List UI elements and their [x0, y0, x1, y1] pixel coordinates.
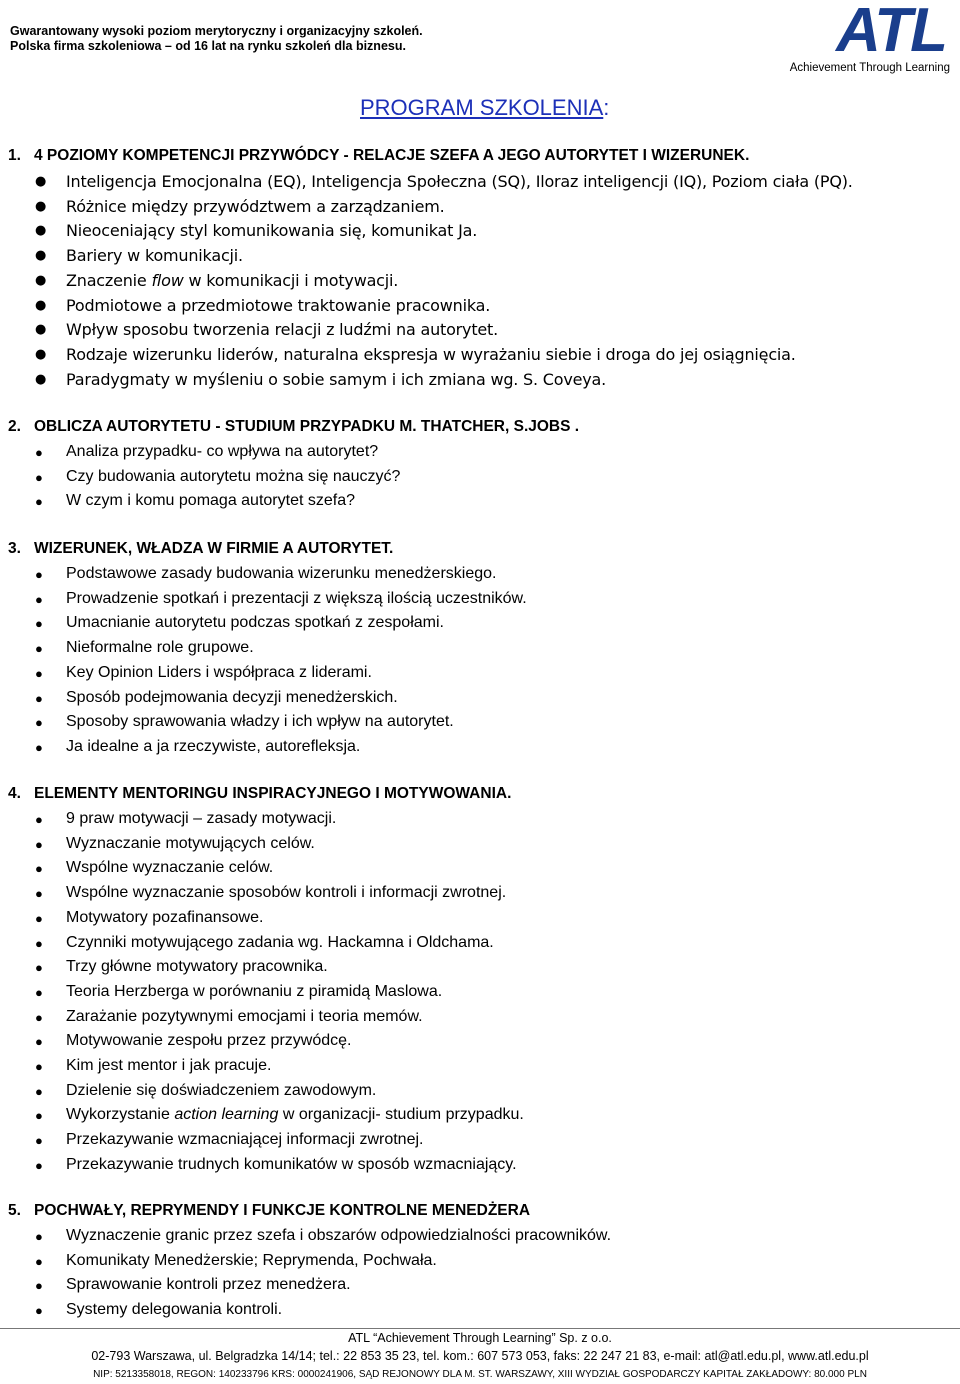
- list-item: [35, 614, 444, 632]
- bullet-icon: ●: [35, 1059, 43, 1074]
- bullet-icon: ●: [35, 715, 43, 731]
- list-item: [35, 1007, 423, 1026]
- footer-address: 02-793 Warszawa, ul. Belgradzka 14/14; tel.: 22 853 35 23, tel. kom.: 607 573 053, faks: 22 247 21 83, e-mail: atl@atl.edu.pl, www.atl.edu.pl: [91, 1349, 869, 1363]
- section-title: 4 POZIOMY KOMPETENCJI PRZYWÓDCY - RELACJE SZEFA A JEGO AUTORYTET I WIZERUNEK.: [34, 147, 750, 164]
- list-item: [35, 565, 497, 583]
- list-item: [35, 369, 607, 389]
- list-item-text: Wspólne wyznaczanie sposobów kontroli i informacji zwrotnej.: [66, 884, 507, 902]
- list-item-text: Nieformalne role grupowe.: [66, 639, 254, 657]
- list-item-text: Czy budowania autorytetu można się nauczyć?: [66, 467, 401, 485]
- bullet-icon: ●: [35, 297, 47, 313]
- list-item-text: Różnice między przywództwem a zarządzaniem.: [66, 196, 445, 216]
- list-item-text: Key Opinion Liders i współpraca z liderami.: [66, 663, 372, 681]
- list-item: [35, 737, 361, 756]
- list-item-text: Wpływ sposobu tworzenia relacji z ludźmi na autorytet.: [66, 320, 498, 340]
- list-item: [35, 492, 355, 510]
- list-item: [35, 270, 399, 290]
- bullet-icon: ●: [35, 886, 43, 902]
- bullet-icon: ●: [35, 445, 43, 460]
- list-item-text: Inteligencja Emocjonalna (EQ), Inteligencja Społeczna (SQ), Iloraz inteligencji (IQ), Poziom ciała (PQ).: [66, 172, 853, 191]
- list-item-text: W czym i komu pomaga autorytet szefa?: [66, 492, 355, 510]
- bullet-icon: ●: [35, 1303, 43, 1319]
- bullet-icon: ●: [35, 346, 47, 362]
- bullet-icon: ●: [35, 1157, 43, 1173]
- list-item-text: Przekazywanie trudnych komunikatów w sposób wzmacniający.: [66, 1155, 517, 1173]
- list-item-text: Trzy główne motywatory pracownika.: [66, 958, 328, 976]
- list-item: [35, 958, 328, 976]
- bullet-icon: ●: [35, 223, 47, 239]
- section-number: 5.: [8, 1202, 21, 1219]
- list-item: [35, 1276, 351, 1294]
- list-item: [35, 467, 401, 486]
- bullet-icon: ●: [35, 198, 47, 214]
- section-title: OBLICZA AUTORYTETU - STUDIUM PRZYPADKU M. THATCHER, S.JOBS .: [34, 418, 580, 435]
- list-item: [35, 1057, 272, 1075]
- list-item: [35, 196, 445, 216]
- list-item-text: Dzielenie się doświadczeniem zawodowym.: [66, 1081, 377, 1099]
- list-item: [35, 1106, 524, 1124]
- list-item-text: Motywatory pozafinansowe.: [66, 908, 264, 926]
- list-item: [35, 1227, 612, 1245]
- list-item-text: Rodzaje wizerunku liderów, naturalna ekspresja w wyrażaniu siebie i droga do jej osiągnięcia.: [66, 344, 796, 364]
- logo-mark: ATL: [836, 0, 946, 65]
- list-item: [35, 810, 337, 828]
- bullet-icon: ●: [35, 272, 47, 288]
- bullet-icon: ●: [35, 1083, 43, 1099]
- list-item: [35, 1155, 517, 1174]
- list-item-text: Wyznaczenie granic przez szefa i obszarów odpowiedzialności pracowników.: [66, 1227, 612, 1244]
- list-item: [35, 295, 491, 315]
- bullet-icon: ●: [35, 248, 47, 264]
- list-item: [35, 1131, 424, 1149]
- list-item-text: Paradygmaty w myśleniu o sobie samym i ich zmiana wg. S. Coveya.: [66, 369, 607, 389]
- list-item-text: Sposoby sprawowania władzy i ich wpływ na autorytet.: [66, 713, 454, 731]
- bullet-icon: ●: [35, 1009, 43, 1025]
- header-tagline-2: Polska firma szkoleniowa – od 16 lat na rynku szkoleń dla biznesu.: [10, 39, 406, 53]
- bullet-icon: ●: [35, 739, 43, 755]
- list-item-text: 9 praw motywacji – zasady motywacji.: [66, 810, 337, 827]
- bullet-icon: ●: [35, 1278, 43, 1294]
- header-tagline-1: Gwarantowany wysoki poziom merytoryczny i organizacyjny szkoleń.: [10, 24, 423, 38]
- list-item: [35, 589, 527, 608]
- section-number: 3.: [8, 540, 21, 557]
- logo-subtitle: Achievement Through Learning: [789, 62, 950, 74]
- section-number: 2.: [8, 418, 21, 435]
- list-item-text: Podmiotowe a przedmiotowe traktowanie pracownika.: [66, 295, 491, 315]
- list-item-text: Zarażanie pozytywnymi emocjami i teoria memów.: [66, 1007, 423, 1025]
- list-item: [35, 1251, 437, 1270]
- list-item-text: Motywowanie zespołu przez przywódcę.: [66, 1032, 352, 1050]
- bullet-icon: ●: [35, 935, 43, 951]
- page-title-colon: :: [603, 95, 610, 120]
- list-item-text: Wykorzystanie action learning w organizacji- studium przypadku.: [66, 1106, 524, 1124]
- list-item-text: Podstawowe zasady budowania wizerunku menedżerskiego.: [66, 565, 497, 582]
- list-item-text: Analiza przypadku- co wpływa na autorytet?: [66, 443, 379, 460]
- section-3-heading: [8, 540, 393, 558]
- list-item-text: Wspólne wyznaczanie celów.: [66, 859, 274, 877]
- list-item: [35, 320, 498, 340]
- section-number: 4.: [8, 785, 21, 802]
- atl-logo: [784, 2, 950, 74]
- list-item: [35, 859, 274, 877]
- bullet-icon: ●: [35, 641, 43, 657]
- section-4-heading: [8, 785, 511, 803]
- list-item: [35, 933, 494, 952]
- list-item-text: Wyznaczanie motywujących celów.: [66, 834, 315, 852]
- list-item: [35, 639, 254, 657]
- list-item-text: Przekazywanie wzmacniającej informacji zwrotnej.: [66, 1131, 424, 1149]
- list-item-text: Systemy delegowania kontroli.: [66, 1301, 283, 1319]
- bullet-icon: ●: [35, 861, 43, 877]
- footer-divider: [0, 1328, 960, 1329]
- bullet-icon: ●: [35, 1034, 43, 1050]
- footer-company: ATL “Achievement Through Learning” Sp. z o.o.: [348, 1331, 612, 1345]
- section-1-heading: [8, 147, 749, 165]
- list-item: [35, 443, 379, 461]
- list-item-text: Umacnianie autorytetu podczas spotkań z zespołami.: [66, 614, 444, 632]
- list-item: [35, 1081, 377, 1100]
- list-item-text: Czynniki motywującego zadania wg. Hackamna i Oldchama.: [66, 933, 494, 951]
- bullet-icon: ●: [35, 591, 43, 607]
- section-2-heading: [8, 418, 579, 436]
- section-5-heading: [8, 1202, 530, 1220]
- list-item: [35, 1301, 283, 1319]
- list-item: [35, 688, 398, 707]
- bullet-icon: ●: [35, 322, 47, 338]
- bullet-icon: ●: [35, 1108, 43, 1124]
- list-item-text: Znaczenie flow w komunikacji i motywacji.: [66, 270, 399, 290]
- page-title: [360, 95, 609, 121]
- list-item-text: Sposób podejmowania decyzji menedżerskich.: [66, 688, 398, 706]
- list-item-text: Prowadzenie spotkań i prezentacji z większą ilością uczestników.: [66, 589, 527, 607]
- bullet-icon: ●: [35, 1229, 43, 1244]
- bullet-icon: ●: [35, 910, 43, 926]
- list-item-text: Ja idealne a ja rzeczywiste, autorefleksja.: [66, 737, 361, 755]
- list-item: [35, 344, 796, 364]
- list-item: [35, 982, 443, 1001]
- bullet-icon: ●: [35, 984, 43, 1000]
- list-item-text: Nieoceniający styl komunikowania się, komunikat Ja.: [66, 221, 478, 241]
- list-item: [35, 834, 315, 853]
- list-item-text: Sprawowanie kontroli przez menedżera.: [66, 1276, 351, 1294]
- bullet-icon: ●: [35, 469, 43, 485]
- list-item: [35, 1032, 352, 1050]
- list-item: [35, 221, 478, 241]
- bullet-icon: ●: [35, 371, 47, 387]
- bullet-icon: ●: [35, 690, 43, 706]
- footer-registry: NIP: 5213358018, REGON: 140233796 KRS: 0000241906, SĄD REJONOWY DLA M. ST. WARSZAWY, XIII WYDZIAŁ GOSPODARCZY KAPITAŁ ZAKŁADOWY: 80.000 PLN: [93, 1369, 867, 1380]
- section-title: POCHWAŁY, REPRYMENDY I FUNKCJE KONTROLNE MENEDŻERA: [34, 1202, 531, 1219]
- section-number: 1.: [8, 147, 21, 164]
- bullet-icon: ●: [35, 836, 43, 852]
- list-item-text: Kim jest mentor i jak pracuje.: [66, 1057, 272, 1074]
- list-item: [35, 172, 853, 191]
- bullet-icon: ●: [35, 960, 43, 976]
- bullet-icon: ●: [35, 616, 43, 632]
- list-item: [35, 908, 264, 927]
- list-item: [35, 884, 507, 902]
- bullet-icon: ●: [35, 494, 43, 510]
- list-item-text: Bariery w komunikacji.: [66, 246, 243, 266]
- list-item-text: Komunikaty Menedżerskie; Reprymenda, Pochwała.: [66, 1251, 437, 1269]
- section-title: ELEMENTY MENTORINGU INSPIRACYJNEGO I MOTYWOWANIA.: [34, 785, 512, 802]
- page-title-text: PROGRAM SZKOLENIA: [360, 95, 604, 120]
- bullet-icon: ●: [35, 1253, 43, 1269]
- bullet-icon: ●: [35, 812, 43, 827]
- list-item: [35, 246, 243, 266]
- bullet-icon: ●: [35, 567, 43, 582]
- bullet-icon: ●: [35, 665, 43, 681]
- list-item: [35, 663, 372, 682]
- bullet-icon: ●: [35, 174, 47, 189]
- bullet-icon: ●: [35, 1133, 43, 1149]
- section-title: WIZERUNEK, WŁADZA W FIRMIE A AUTORYTET.: [34, 540, 394, 557]
- list-item: [35, 713, 454, 731]
- list-item-text: Teoria Herzberga w porównaniu z piramidą Maslowa.: [66, 982, 443, 1000]
